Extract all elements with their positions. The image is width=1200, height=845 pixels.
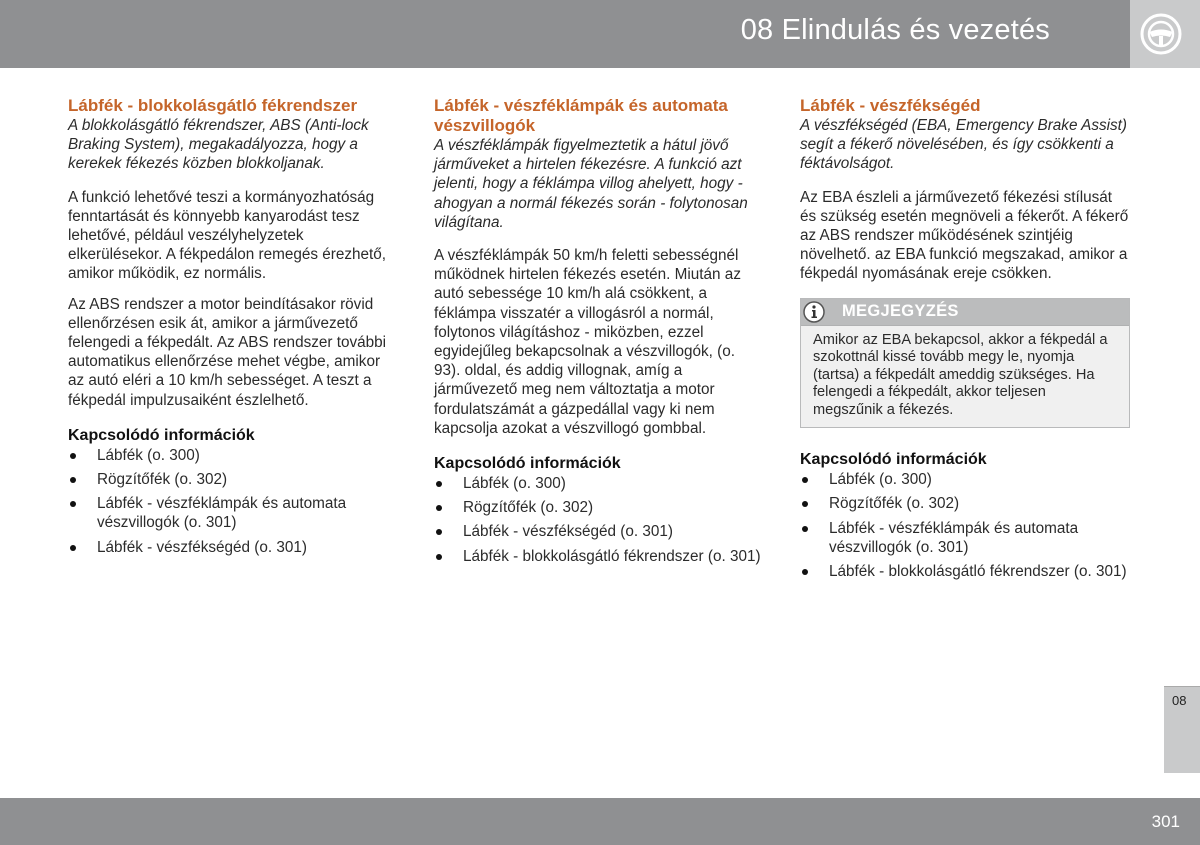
section-lead: A vészféklámpák figyelmeztetik a hátul jövő járműveket a hirtelen fékezésre. A funkció azt jelenti, hogy a féklámpa villog ahelyett, hogy - ahogyan a normál fékezés során - folytonosan világítana. [434, 137, 748, 231]
related-link[interactable]: Lábfék - blokkolásgátló fékrendszer (o. 301) [434, 547, 764, 566]
related-heading: Kapcsolódó információk [434, 455, 621, 473]
column-brake-assist [800, 96, 1130, 586]
page-number: 301 [1151, 812, 1180, 831]
note-header [801, 299, 1129, 326]
section-lead: A vészfékségéd (EBA, Emergency Brake Assist) segít a fékerő növelésében, és így csökkenti a féktávolságot. [800, 117, 1128, 173]
related-link[interactable]: Lábfék - vészfékségéd (o. 301) [68, 538, 398, 557]
related-link[interactable]: Rögzítőfék (o. 302) [68, 470, 398, 489]
note-box [800, 298, 1130, 429]
page-header [0, 0, 1130, 68]
related-link[interactable]: Rögzítőfék (o. 302) [800, 494, 1130, 513]
section-heading: Lábfék - vészfékségéd [800, 96, 981, 115]
section-heading: Lábfék - blokkolásgátló fékrendszer [68, 96, 358, 115]
note-title: MEGJEGYZÉS [842, 301, 959, 320]
related-heading: Kapcsolódó információk [800, 451, 987, 469]
related-list [434, 474, 764, 566]
paragraph: A funkció lehetővé teszi a kormányozhatóság fenntartását és könnyebb kanyarodást tesz lehetővé, például veszélyhelyzetek elkerülésekor. A fékpedálon remegés érezhető, amikor működik, ez normális. [68, 188, 387, 283]
related-heading: Kapcsolódó információk [68, 426, 255, 444]
related-link[interactable]: Lábfék - vészféklámpák és automata vészvillogók (o. 301) [800, 519, 1130, 557]
related-link[interactable]: Lábfék - vészfékségéd (o. 301) [434, 522, 764, 541]
related-link[interactable]: Lábfék (o. 300) [800, 470, 1130, 489]
related-list [68, 446, 398, 557]
column-abs [68, 96, 398, 562]
note-text: Amikor az EBA bekapcsol, akkor a fékpedál a szokottnál kissé tovább megy le, nyomja (tartsa) a fékpedált ameddig szükséges. Ha felengedi a fékpedált, akkor teljesen megszűnik a fékezés. [801, 326, 1129, 428]
chapter-side-tab[interactable] [1164, 686, 1200, 773]
related-link[interactable]: Lábfék - vészféklámpák és automata vészvillogók (o. 301) [68, 494, 398, 532]
side-tab-label: 08 [1172, 693, 1187, 708]
related-list [800, 470, 1130, 581]
related-link[interactable]: Rögzítőfék (o. 302) [434, 498, 764, 517]
related-link[interactable]: Lábfék (o. 300) [68, 446, 398, 465]
section-lead: A blokkolásgátló fékrendszer, ABS (Anti-lock Braking System), megakadályozza, hogy a kerekek fékezés közben blokkoljanak. [68, 117, 369, 173]
paragraph: A vészféklámpák 50 km/h feletti sebességnél működnek hirtelen fékezés esetén. Miután az autó sebessége 10 km/h alá csökkent, a féklámpa visszatér a villogásról a normál, folytonos világításhoz - miközben, ezzel egyidejűleg bekapcsolnak a vészvillogók, (o. 93). oldal, és addig villognak, amíg a járművezető meg nem változtatja a motor fordulatszámát a gázpedállal vagy ki nem kapcsolja azokat a vészvillogó gombbal. [434, 247, 741, 437]
section-heading: Lábfék - vészféklámpák és automata vészvillogók [434, 96, 728, 135]
related-link[interactable]: Lábfék - blokkolásgátló fékrendszer (o. 301) [800, 562, 1130, 581]
paragraph: Az ABS rendszer a motor beindításakor rövid ellenőrzésen esik át, amikor a járművezető felengedi a fékpedált. Az ABS rendszer további automatikus ellenőrzése mehet végbe, amikor az autó eléri a 10 km/h sebességet. A teszt a fékpedál impulzusaiként észlelhető. [68, 295, 387, 409]
steering-wheel-icon [1140, 13, 1182, 55]
chapter-title: 08 Elindulás és vezetés [740, 14, 1050, 46]
info-icon [803, 301, 825, 323]
column-emergency-lights [434, 96, 764, 571]
related-link[interactable]: Lábfék (o. 300) [434, 474, 764, 493]
paragraph: Az EBA észleli a járművezető fékezési stílusát és szükség esetén megnöveli a fékerőt. A fékerő az ABS rendszer működésének szintjéig növelhető. az EBA funkció megszakad, amikor a fékpedál nyomásának ereje csökken. [800, 188, 1129, 283]
page-footer [0, 798, 1200, 845]
